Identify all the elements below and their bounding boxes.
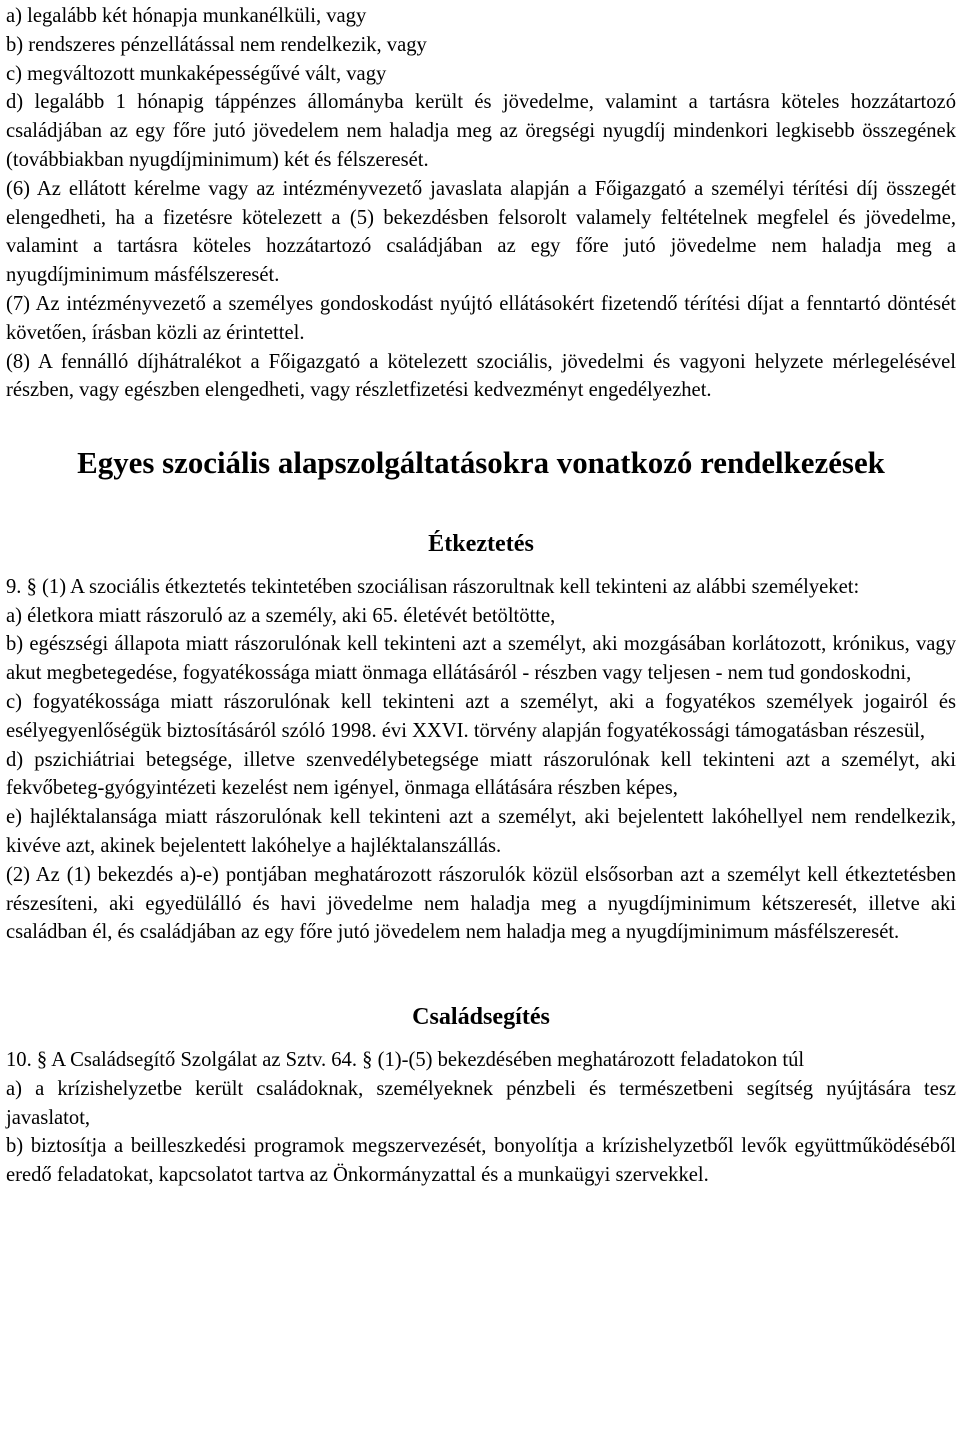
- list-item-9c: c) fogyatékossága miatt rászorulónak kell tekinteni azt a személyt, aki a fogyatékos személyek jogairól és esélyegyenlőségük biztosításáról szóló 1998. évi XXVI. törvény alapján fogyatékossági támogatásban részesül,: [6, 690, 956, 742]
- list-item-9b: b) egészségi állapota miatt rászorulónak kell tekinteni azt a személyt, aki mozgásában korlátozott, krónikus, vagy akut megbetegedése, fogyatékossága miatt önmaga ellátásáról - részben vagy teljesen - nem tud gondoskodni,: [6, 633, 956, 685]
- list-item-b: b) rendszeres pénzellátással nem rendelkezik, vagy: [6, 33, 427, 56]
- list-item-9e: e) hajléktalansága miatt rászorulónak kell tekinteni azt a személyt, aki bejelentett lakóhellyel nem rendelkezik, kivéve azt, akinek bejelentett lakóhelye a hajléktalanszállás.: [6, 806, 956, 857]
- spacer: [6, 1032, 956, 1046]
- section-heading: Egyes szociális alapszolgáltatásokra vonatkozó rendelkezések: [77, 445, 885, 481]
- spacer: [6, 947, 956, 1003]
- list-item-10b: b) biztosítja a beilleszkedési programok megszervezését, bonyolítja a krízishelyzetből levők együttműködéséből eredő feladatokat, kapcsolatot tartva az Önkormányzattal és a munkaügyi szervekkel.: [6, 1135, 956, 1187]
- list-item-c: c) megváltozott munkaképességűvé vált, vagy: [6, 62, 387, 85]
- subheading-etkeztetes: Étkeztetés: [428, 530, 534, 557]
- paragraph-7: (7) Az intézményvezető a személyes gondoskodást nyújtó ellátásokért fizetendő térítési díjat a fenntartó döntését követően, írásban közli az érintettel.: [6, 292, 956, 344]
- subheading-csaladsegites: Családsegítés: [412, 1004, 550, 1031]
- paragraph-8: (8) A fennálló díjhátralékot a Főigazgató a kötelezett szociális, jövedelmi és vagyoni helyzete mérlegelésével részben, vagy egészben elengedheti, vagy részletfizetési kedvezményt engedélyezhet.: [6, 350, 956, 402]
- spacer: [6, 405, 956, 449]
- list-item-a: a) legalább két hónapja munkanélküli, vagy: [6, 5, 367, 27]
- list-item-d: d) legalább 1 hónapig táppénzes állományba került és jövedelme, valamint a tartásra köteles hozzátartozó családjában az egy főre jutó jövedelem nem haladja meg az öregségi nyugdíj mindenkori legkisebb összegének (továbbiakban nyugdíjminimum) két és félszeresét.: [6, 91, 956, 171]
- list-item-9d: d) pszichiátriai betegsége, illetve szenvedélybetegsége miatt rászorulónak kell tekinteni azt a személyt, aki fekvőbeteg-gyógyintézeti kezelést nem igényel, önmaga ellátására részben képes,: [6, 748, 956, 800]
- list-item-9a: a) életkora miatt rászoruló az a személy, aki 65. életévét betöltötte,: [6, 604, 556, 627]
- paragraph-9-1: 9. § (1) A szociális étkeztetés tekintetében szociálisan rászorultnak kell tekinteni az alábbi személyeket:: [6, 575, 860, 598]
- spacer: [6, 478, 956, 530]
- paragraph-10: 10. § A Családsegítő Szolgálat az Sztv. 64. § (1)-(5) bekezdésében meghatározott feladatokon túl: [6, 1048, 805, 1071]
- paragraph-9-2: (2) Az (1) bekezdés a)-e) pontjában meghatározott rászorulók közül elsősorban azt a személyt kell étkeztetésben részesíteni, aki egyedülálló és havi jövedelme nem haladja meg a nyugdíjminimum kétszeresét, illetve aki családban él, és családjában az egy főre jutó jövedelem nem haladja meg a nyugdíjminimum másfélszeresét.: [6, 863, 956, 944]
- spacer: [6, 559, 956, 573]
- document-page: [6, 2, 956, 1190]
- paragraph-6: (6) Az ellátott kérelme vagy az intézményvezető javaslata alapján a Főigazgató a személyi térítési díj összegét elengedheti, ha a fizetésre kötelezett a (5) bekezdésben felsorolt valamely feltételnek megfelel és jövedelme, valamint a tartásra köteles hozzátartozó családjában az egy főre jutó jövedelme nem haladja meg a nyugdíjminimum másfélszeresét.: [6, 177, 956, 287]
- list-item-10a: a) a krízishelyzetbe került családoknak, személyeknek pénzbeli és természetbeni segítség nyújtására tesz javaslatot,: [6, 1077, 956, 1129]
